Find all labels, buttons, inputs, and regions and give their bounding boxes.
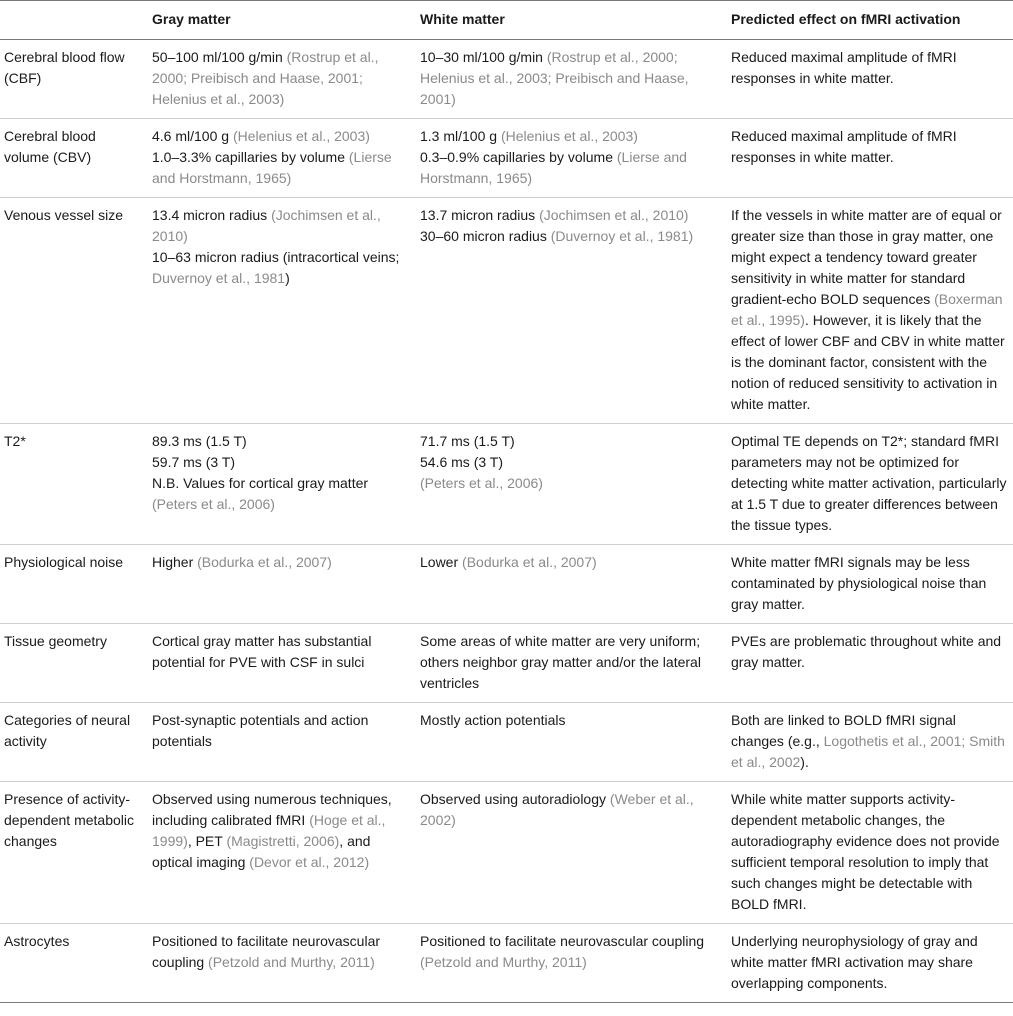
cell-text: 10–63 micron radius (intracortical veins; [152,249,400,265]
row-label: Astrocytes [0,924,148,1003]
cell-text: ). [800,754,809,770]
cell-text: While white matter supports activity-dependent metabolic changes, the autoradiography evidence does not provide sufficient temporal resolution to imply that such changes might be detectable with BOLD fMRI. [731,791,1000,912]
cell-line [152,247,410,289]
cell-text: 0.3–0.9% capillaries by volume [420,149,617,165]
row-label: Cerebral blood volume (CBV) [0,119,148,198]
cell-line [152,431,410,452]
citation-reference: (Helenius et al., 2003) [500,128,638,144]
predicted-effect-cell [727,782,1013,924]
cell-line [152,452,410,473]
cell-text: Reduced maximal amplitude of fMRI responses in white matter. [731,49,957,86]
citation-reference: (Helenius et al., 2003) [232,128,370,144]
gray-matter-cell [148,624,416,703]
cell-line [420,473,721,494]
row-label: Tissue geometry [0,624,148,703]
row-label: Presence of activity-dependent metabolic changes [0,782,148,924]
citation-reference: (Rostrup et al., 2000; Helenius et al., 2003; Preibisch and Haase, 2001) [420,49,689,107]
citation-reference: (Lierse and Horstmann, 1965) [420,149,687,186]
white-matter-cell [416,703,727,782]
gray-matter-cell [148,40,416,119]
table-row [0,924,1013,1003]
white-matter-cell [416,545,727,624]
cell-line [152,931,410,973]
cell-line [152,126,410,147]
cell-text: N.B. Values for cortical gray matter [152,475,369,491]
gray-matter-cell [148,198,416,424]
white-matter-cell [416,624,727,703]
cell-text: , and optical imaging [152,833,371,870]
cell-line [420,931,721,973]
gray-matter-cell [148,545,416,624]
table-row [0,119,1013,198]
cell-line [420,226,721,247]
citation-reference: (Peters et al., 2006) [152,496,275,512]
citation-reference: (Jochimsen et al., 2010) [152,207,381,244]
cell-text: 30–60 micron radius [420,228,551,244]
predicted-effect-cell [727,624,1013,703]
cell-line [420,126,721,147]
cell-text: 4.6 ml/100 g [152,128,233,144]
gray-matter-cell [148,924,416,1003]
cell-line [152,147,410,189]
cell-text: Higher [152,554,198,570]
header-property [0,1,148,40]
gray-matter-cell [148,782,416,924]
table-header-row [0,1,1013,40]
predicted-effect-cell [727,924,1013,1003]
citation-reference: (Rostrup et al., 2000; Preibisch and Haase, 2001; Helenius et al., 2003) [152,49,379,107]
predicted-effect-cell [727,198,1013,424]
predicted-effect-cell [727,119,1013,198]
cell-line [152,205,410,247]
table-body [0,40,1013,1003]
cell-line [420,431,721,452]
cell-line [420,710,721,731]
white-matter-cell [416,119,727,198]
cell-line [420,789,721,831]
cell-text: 13.4 micron radius [152,207,272,223]
cell-line [420,452,721,473]
table-row [0,703,1013,782]
citation-reference: (Duvernoy et al., 1981) [550,228,694,244]
cell-text: Optimal TE depends on T2*; standard fMRI parameters may not be optimized for detecting white matter activation, particularly at 1.5 T due to greater differences between the tissue types. [731,433,1007,533]
cell-text: Post-synaptic potentials and action potentials [152,712,369,749]
header-predicted-effect: Predicted effect on fMRI activation [727,1,1013,40]
table-row [0,198,1013,424]
citation-reference: (Weber et al., 2002) [420,791,694,828]
cell-line [152,710,410,752]
cell-text: 59.7 ms (3 T) [152,454,235,470]
citation-reference: (Magistretti, 2006) [226,833,340,849]
cell-text: Positioned to facilitate neurovascular coupling [420,933,705,949]
header-gray-matter: Gray matter [148,1,416,40]
cell-text: ) [285,270,290,286]
table-row [0,624,1013,703]
citation-reference: (Petzold and Murthy, 2011) [420,954,587,970]
gray-matter-cell [148,119,416,198]
cell-text: . However, it is likely that the effect of lower CBF and CBV in white matter is the dominant factor, consistent with the notion of reduced sensitivity to activation in white matter. [731,312,1005,412]
citation-reference: (Bodurka et al., 2007) [197,554,332,570]
header-white-matter: White matter [416,1,727,40]
cell-text: Observed using autoradiology [420,791,610,807]
white-matter-cell [416,924,727,1003]
citation-reference: (Peters et al., 2006) [420,475,543,491]
cell-line [420,205,721,226]
white-matter-cell [416,40,727,119]
cell-text: Cortical gray matter has substantial potential for PVE with CSF in sulci [152,633,372,670]
cell-text: Reduced maximal amplitude of fMRI responses in white matter. [731,128,957,165]
table-row [0,40,1013,119]
row-label: Physiological noise [0,545,148,624]
predicted-effect-cell [727,424,1013,545]
citation-reference: (Boxerman et al., 1995) [731,291,1003,328]
cell-text: 13.7 micron radius [420,207,540,223]
gray-matter-cell [148,424,416,545]
table-row [0,424,1013,545]
cell-line [420,47,721,110]
predicted-effect-cell [727,703,1013,782]
gray-matter-cell [148,703,416,782]
citation-reference: (Petzold and Murthy, 2011) [208,954,375,970]
white-matter-cell [416,782,727,924]
row-label: T2* [0,424,148,545]
white-matter-cell [416,424,727,545]
row-label: Cerebral blood flow (CBF) [0,40,148,119]
cell-line [152,473,410,515]
cell-line [152,47,410,110]
cell-line [420,552,721,573]
predicted-effect-cell [727,40,1013,119]
cell-text: 50–100 ml/100 g/min [152,49,287,65]
table-row [0,545,1013,624]
cell-text: , PET [187,833,227,849]
cell-text: If the vessels in white matter are of equal or greater size than those in gray matter, one might expect a tendency toward greater sensitivity in white matter for standard gradient-echo BOLD sequences [731,207,1002,307]
cell-text: 54.6 ms (3 T) [420,454,503,470]
cell-line [152,552,410,573]
citation-reference: (Lierse and Horstmann, 1965) [152,149,392,186]
cell-line [152,631,410,673]
white-matter-cell [416,198,727,424]
citation-reference: Duvernoy et al., 1981 [152,270,286,286]
cell-text: Observed using numerous techniques, including calibrated fMRI [152,791,392,828]
cell-text: White matter fMRI signals may be less contaminated by physiological noise than gray matter. [731,554,987,612]
cell-text: Both are linked to BOLD fMRI signal changes (e.g., [731,712,956,749]
cell-line [420,631,721,694]
cell-text: Underlying neurophysiology of gray and white matter fMRI activation may share overlapping components. [731,933,978,991]
row-label: Venous vessel size [0,198,148,424]
cell-text: 89.3 ms (1.5 T) [152,433,247,449]
table-row [0,782,1013,924]
row-label: Categories of neural activity [0,703,148,782]
citation-reference: (Hoge et al., 1999) [152,812,386,849]
cell-text: PVEs are problematic throughout white and gray matter. [731,633,1002,670]
citation-reference: (Bodurka et al., 2007) [462,554,597,570]
citation-reference: (Jochimsen et al., 2010) [539,207,689,223]
cell-text: Positioned to facilitate neurovascular coupling [152,933,381,970]
cell-text: Lower [420,554,463,570]
cell-line [420,147,721,189]
predicted-effect-cell [727,545,1013,624]
cell-text: Some areas of white matter are very uniform; others neighbor gray matter and/or the lateral ventricles [420,633,701,691]
cell-text: Mostly action potentials [420,712,566,728]
cell-text: 1.3 ml/100 g [420,128,501,144]
citation-reference: Logothetis et al., 2001; Smith et al., 2002 [731,733,1005,770]
citation-reference: (Devor et al., 2012) [249,854,370,870]
cell-text: 71.7 ms (1.5 T) [420,433,515,449]
cell-text: 1.0–3.3% capillaries by volume [152,149,349,165]
cell-text: 10–30 ml/100 g/min [420,49,547,65]
